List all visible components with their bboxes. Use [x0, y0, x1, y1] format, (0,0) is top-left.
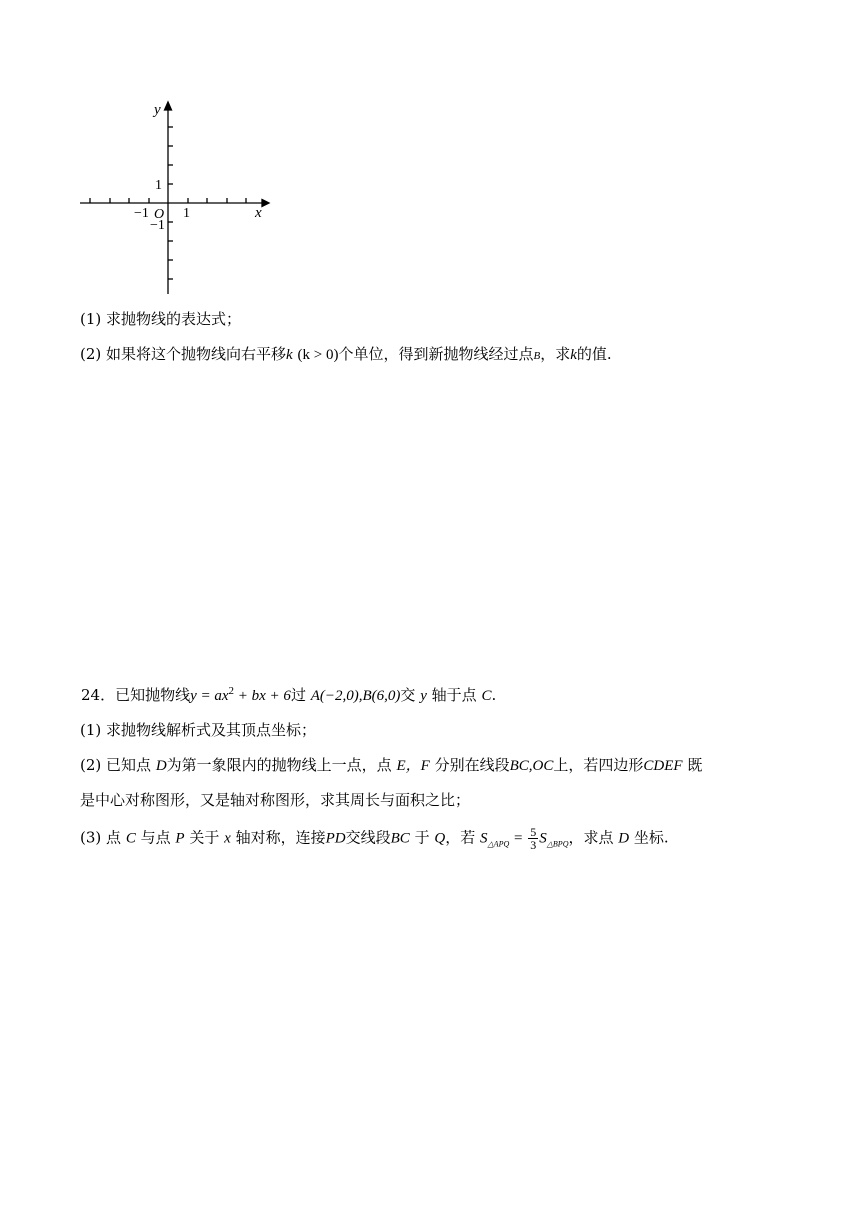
question-24-part2-line1: (2) 已知点 D为第一象限内的抛物线上一点，点 E，F 分别在线段BC,OC上，若四边形CDEF 既	[80, 756, 703, 774]
y-axis-label: y	[154, 102, 161, 118]
coordinate-axes-figure	[70, 96, 280, 306]
prev-question-part2: (2) 如果将这个抛物线向右平移k (k > 0)个单位，得到新抛物线经过点B，求k的值.	[80, 345, 612, 363]
x-tick-label-neg1: −1	[134, 206, 149, 221]
y-axis-arrow	[165, 102, 172, 110]
x-axis-label: x	[255, 205, 262, 221]
question-24-intro: 24．已知抛物线$y = ax^2$ + bx + 6过 A(−2,0),B(6,0)交 y 轴于点 C.	[81, 685, 497, 704]
question-24-part1: (1) 求抛物线解析式及其顶点坐标；	[80, 721, 317, 739]
fraction-five-thirds: $\frac{5}{3}$	[530, 825, 537, 852]
question-24-part3: (3) 点 C 与点 P 关于 x 轴对称，连接PD交线段BC 于 Q，若 $S_{\triangle APQ}$ = $\frac{5}{3}$ $S_{\triangle BPQ}$，求点 D 坐标.	[80, 825, 669, 852]
x-tick-label-1: 1	[183, 206, 190, 221]
origin-label: O	[154, 207, 165, 222]
question-24-part2-line2: 是中心对称图形，又是轴对称图形，求其周长与面积之比；	[80, 791, 471, 809]
y-tick-label-1: 1	[155, 178, 162, 193]
y-tick-label-neg1: −1	[150, 218, 165, 233]
prev-question-part1: (1) 求抛物线的表达式；	[80, 310, 242, 328]
x-axis-arrow	[262, 200, 269, 207]
